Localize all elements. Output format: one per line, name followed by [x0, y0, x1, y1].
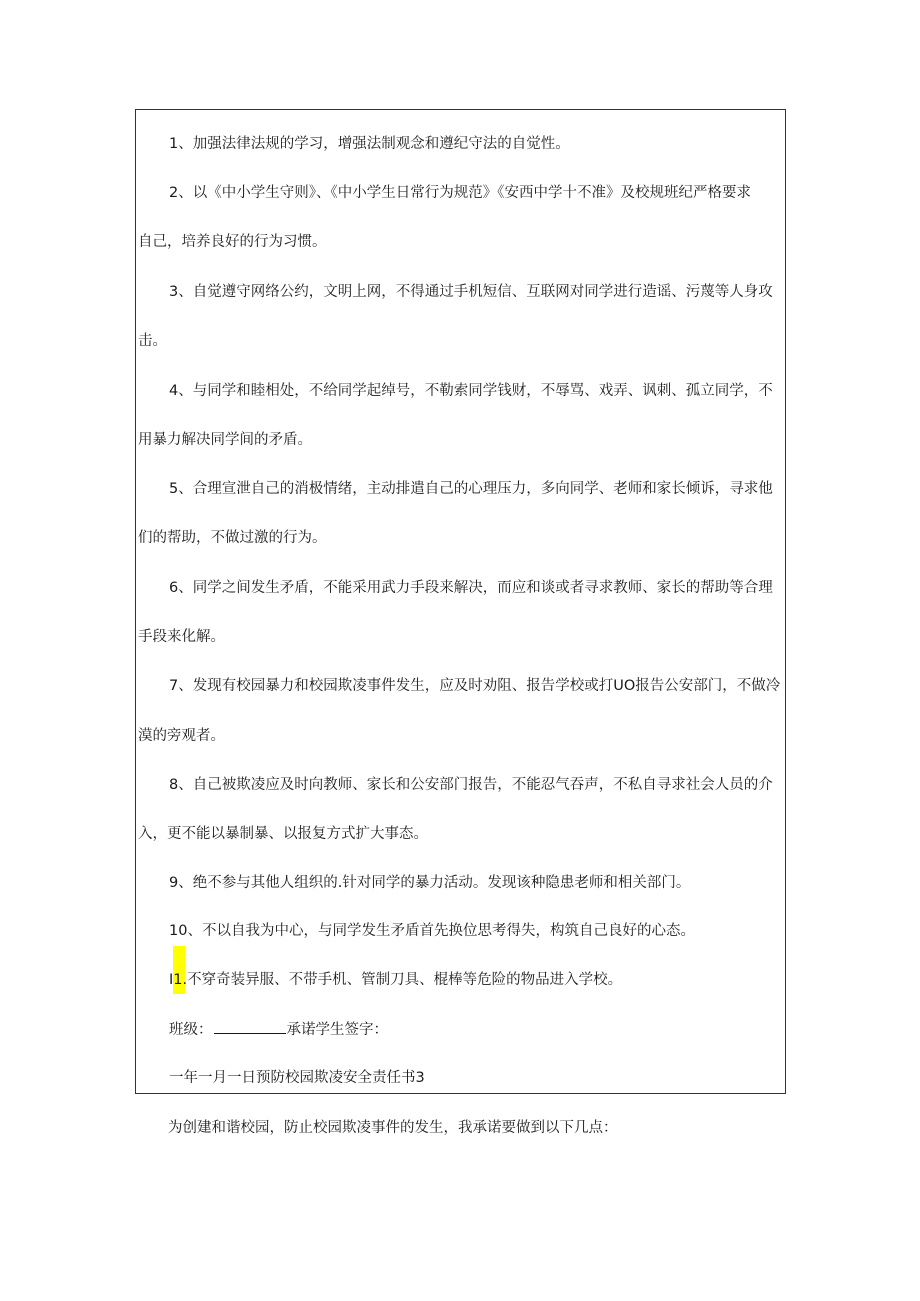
item-2-line-1: 2、以《中小学生守则》、《中小学生日常行为规范》《安西中学十不准》及校规班纪严格要求	[169, 185, 751, 201]
item-3-line-2: 击。	[138, 333, 167, 349]
item-6-line-2: 手段来化解。	[138, 629, 225, 645]
class-label: 班级：	[169, 1022, 213, 1038]
responsibility-table	[135, 109, 786, 1094]
item-2-line-2: 自己，培养良好的行为习惯。	[138, 234, 327, 250]
item-9-line-1: 9、绝不参与其他人组织的.针对同学的暴力活动。发现该种隐患老师和相关部门。	[169, 875, 691, 891]
item-11-line-1: I1.不穿奇装异服、不带手机、管制刀具、棍棒等危险的物品进入学校。	[169, 972, 623, 988]
intro-paragraph: 为创建和谐校园，防止校园欺凌事件的发生，我承诺要做到以下几点：	[168, 1120, 618, 1136]
item-8-line-1: 8、自己被欺凌应及时向教师、家长和公安部门报告，不能忍气吞声，不私自寻求社会人员的介	[169, 777, 773, 793]
class-blank	[214, 1019, 286, 1034]
date-title-line: 一年一月一日预防校园欺凌安全责任书3	[169, 1070, 425, 1086]
item-7-line-1: 7、发现有校园暴力和校园欺凌事件发生，应及时劝阻、报告学校或打UO报告公安部门，不做冷	[169, 678, 781, 694]
item-8-line-2: 入，更不能以暴制暴、以报复方式扩大事态。	[138, 826, 428, 842]
item-7-line-2: 漠的旁观者。	[138, 728, 225, 744]
pledge-signature-label: 承诺学生签字：	[286, 1022, 388, 1038]
item-4-line-2: 用暴力解决同学间的矛盾。	[138, 432, 312, 448]
item-4-line-1: 4、与同学和睦相处，不给同学起绰号，不勒索同学钱财，不辱骂、戏弄、讽刺、孤立同学，不	[169, 383, 773, 399]
signature-line	[169, 1019, 388, 1040]
item-3-line-1: 3、自觉遵守网络公约，文明上网，不得通过手机短信、互联网对同学进行造谣、污蔑等人身攻	[169, 284, 773, 300]
item-1-line-1: 1、加强法律法规的学习，增强法制观念和遵纪守法的自觉性。	[169, 136, 570, 152]
item-10-line-1: 10、不以自我为中心，与同学发生矛盾首先换位思考得失，构筑自己良好的心态。	[169, 923, 695, 939]
item-6-line-1: 6、同学之间发生矛盾，不能采用武力手段来解决，而应和谈或者寻求教师、家长的帮助等合理	[169, 580, 773, 596]
item-5-line-2: 们的帮助，不做过激的行为。	[138, 530, 327, 546]
item-5-line-1: 5、合理宣泄自己的消极情绪，主动排遣自己的心理压力，多向同学、老师和家长倾诉，寻求他	[169, 481, 773, 497]
